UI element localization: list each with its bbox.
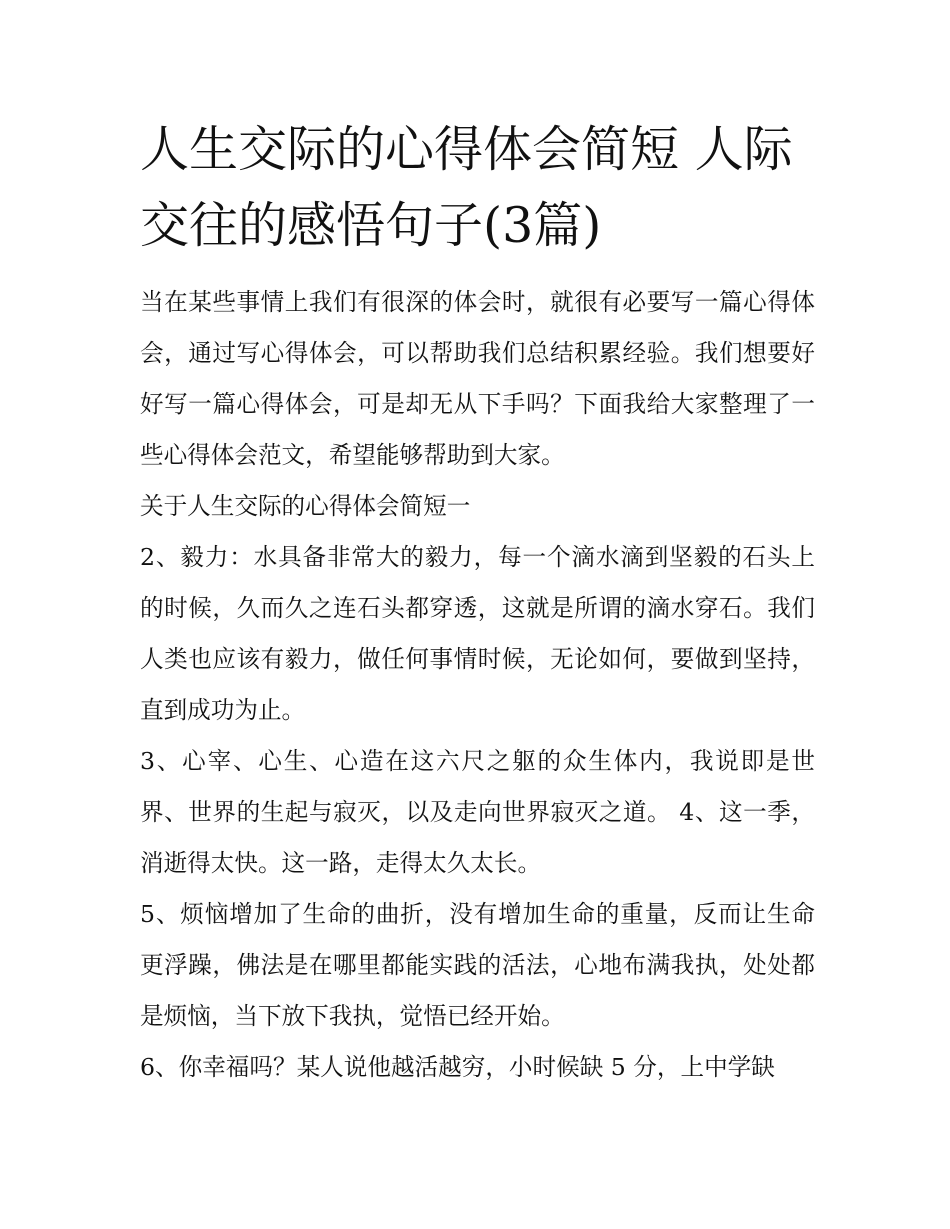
list-item-2: 2、毅力：水具备非常大的毅力，每一个滴水滴到坚毅的石头上的时候，久而久之连石头都穿透，这就是所谓的滴水穿石。我们人类也应该有毅力，做任何事情时候，无论如何，要做到坚持，直到成功为止。 [140, 543, 815, 724]
intro-paragraph: 当在某些事情上我们有很深的体会时，就很有必要写一篇心得体会，通过写心得体会，可以帮助我们总结积累经验。我们想要好好写一篇心得体会，可是却无从下手吗？下面我给大家整理了一些心得体会范文，希望能够帮助到大家。 [140, 288, 815, 469]
document-title: 人生交际的心得体会简短 人际交往的感悟句子(3篇) [140, 121, 793, 254]
document-body [140, 277, 815, 1093]
section-heading: 关于人生交际的心得体会简短一 [140, 492, 471, 520]
list-item-3-4: 3、心宰、心生、心造在这六尺之躯的众生体内，我说即是世界、世界的生起与寂灭，以及走向世界寂灭之道。 4、这一季，消逝得太快。这一路，走得太久太长。 [140, 747, 815, 877]
list-item-5: 5、烦恼增加了生命的曲折，没有增加生命的重量，反而让生命更浮躁，佛法是在哪里都能实践的活法，心地布满我执，处处都是烦恼，当下放下我执，觉悟已经开始。 [140, 900, 815, 1030]
list-item-6: 6、你幸福吗？某人说他越活越穷，小时候缺 5 分，上中学缺 [140, 1053, 775, 1081]
